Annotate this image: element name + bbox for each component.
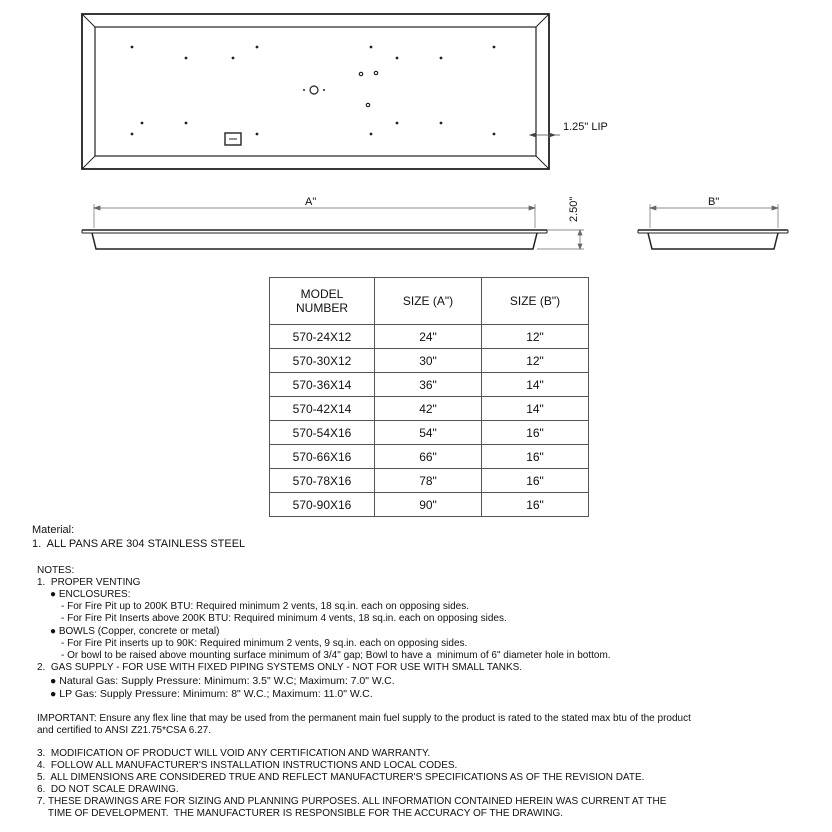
table-row	[270, 397, 589, 421]
table-row	[270, 445, 589, 469]
lip-label: 1.25" LIP	[563, 121, 608, 133]
model-cell: 570-30X12	[270, 349, 375, 373]
notes-heading: NOTES:	[37, 565, 75, 576]
height-label: 2.50"	[568, 196, 580, 222]
note-1-bowls-b: - Or bowl to be raised above mounting surface minimum of 3/4" gap; Bowl to have a minimum of 6" diameter hole in bottom.	[61, 650, 611, 661]
center-features	[225, 71, 378, 145]
pan-outer-edge	[82, 14, 549, 169]
table-row	[270, 325, 589, 349]
header-size-b: SIZE (B")	[482, 278, 589, 325]
model-cell: 570-90X16	[270, 493, 375, 517]
header-model-number-text: MODEL NUMBER	[295, 287, 348, 315]
model-size-table	[269, 277, 589, 517]
note-1-enclosures-b: - For Fire Pit Inserts above 200K BTU: Required minimum 4 vents, 18 sq.in. each on opposing sides.	[61, 613, 507, 624]
size-b-cell: 16"	[482, 493, 589, 517]
note-1-enclosures-a: - For Fire Pit up to 200K BTU: Required minimum 2 vents, 18 sq.in. each on opposing sides.	[61, 601, 469, 612]
note-4: 4. FOLLOW ALL MANUFACTURER'S INSTALLATION INSTRUCTIONS AND LOCAL CODES.	[37, 760, 458, 771]
pan-inner-edge	[95, 27, 536, 156]
model-cell: 570-66X16	[270, 445, 375, 469]
material-heading: Material:	[32, 524, 75, 536]
mounting-holes	[131, 46, 496, 136]
model-cell: 570-78X16	[270, 469, 375, 493]
size-a-cell: 54"	[375, 421, 482, 445]
note-1-bowls: ● BOWLS (Copper, concrete or metal)	[50, 626, 220, 637]
side-view	[82, 230, 547, 249]
size-b-cell: 14"	[482, 397, 589, 421]
width-label: A"	[305, 196, 317, 208]
note-2-natural-gas: ● Natural Gas: Supply Pressure: Minimum: 3.5" W.C; Maximum: 7.0" W.C.	[50, 675, 395, 687]
size-a-cell: 78"	[375, 469, 482, 493]
size-a-cell: 90"	[375, 493, 482, 517]
table-row	[270, 349, 589, 373]
size-b-cell: 14"	[482, 373, 589, 397]
size-a-cell: 30"	[375, 349, 482, 373]
model-cell: 570-54X16	[270, 421, 375, 445]
note-2: 2. GAS SUPPLY - FOR USE WITH FIXED PIPING SYSTEMS ONLY - NOT FOR USE WITH SMALL TANKS.	[37, 662, 523, 673]
table-header-row	[270, 278, 589, 325]
note-2-lp-gas: ● LP Gas: Supply Pressure: Minimum: 8" W.C.; Maximum: 11.0" W.C.	[50, 688, 373, 700]
size-b-cell: 12"	[482, 325, 589, 349]
size-a-cell: 36"	[375, 373, 482, 397]
size-b-cell: 16"	[482, 445, 589, 469]
size-a-cell: 42"	[375, 397, 482, 421]
model-cell: 570-24X12	[270, 325, 375, 349]
table-row	[270, 373, 589, 397]
note-7b: TIME OF DEVELOPMENT. THE MANUFACTURER IS RESPONSIBLE FOR THE ACCURACY OF THE DRAWING.	[37, 808, 564, 819]
note-6: 6. DO NOT SCALE DRAWING.	[37, 784, 179, 795]
end-view	[638, 230, 788, 249]
pan-drawing	[0, 0, 832, 270]
table-row	[270, 493, 589, 517]
lip-dimension	[530, 133, 560, 137]
model-cell: 570-42X14	[270, 397, 375, 421]
size-a-cell: 24"	[375, 325, 482, 349]
gas-inlet-hole	[310, 86, 318, 94]
header-model-number	[270, 278, 375, 325]
top-view	[82, 14, 549, 169]
important-line-2: and certified to ANSI Z21.75*CSA 6.27.	[37, 725, 211, 736]
note-1: 1. PROPER VENTING	[37, 577, 141, 588]
size-b-cell: 16"	[482, 469, 589, 493]
material-line-1: 1. ALL PANS ARE 304 STAINLESS STEEL	[32, 538, 246, 550]
model-cell: 570-36X14	[270, 373, 375, 397]
header-size-a: SIZE (A")	[375, 278, 482, 325]
size-b-cell: 16"	[482, 421, 589, 445]
size-b-cell: 12"	[482, 349, 589, 373]
note-1-enclosures: ● ENCLOSURES:	[50, 589, 131, 600]
note-5: 5. ALL DIMENSIONS ARE CONSIDERED TRUE AND REFLECT MANUFACTURER'S SPECIFICATIONS AS OF THE REVISION DATE.	[37, 772, 645, 783]
depth-label: B"	[708, 196, 720, 208]
size-a-cell: 66"	[375, 445, 482, 469]
important-line-1: IMPORTANT: Ensure any flex line that may be used from the permanent main fuel supply to the product is rated to the stated max btu of the product	[37, 713, 691, 724]
table-row	[270, 421, 589, 445]
note-1-bowls-a: - For Fire Pit inserts up to 90K: Required minimum 2 vents, 9 sq.in. each on opposing sides.	[61, 638, 468, 649]
note-3: 3. MODIFICATION OF PRODUCT WILL VOID ANY CERTIFICATION AND WARRANTY.	[37, 748, 431, 759]
table-row	[270, 469, 589, 493]
note-7a: 7. THESE DRAWINGS ARE FOR SIZING AND PLANNING PURPOSES. ALL INFORMATION CONTAINED HEREIN WAS CURRENT AT THE	[37, 796, 667, 807]
